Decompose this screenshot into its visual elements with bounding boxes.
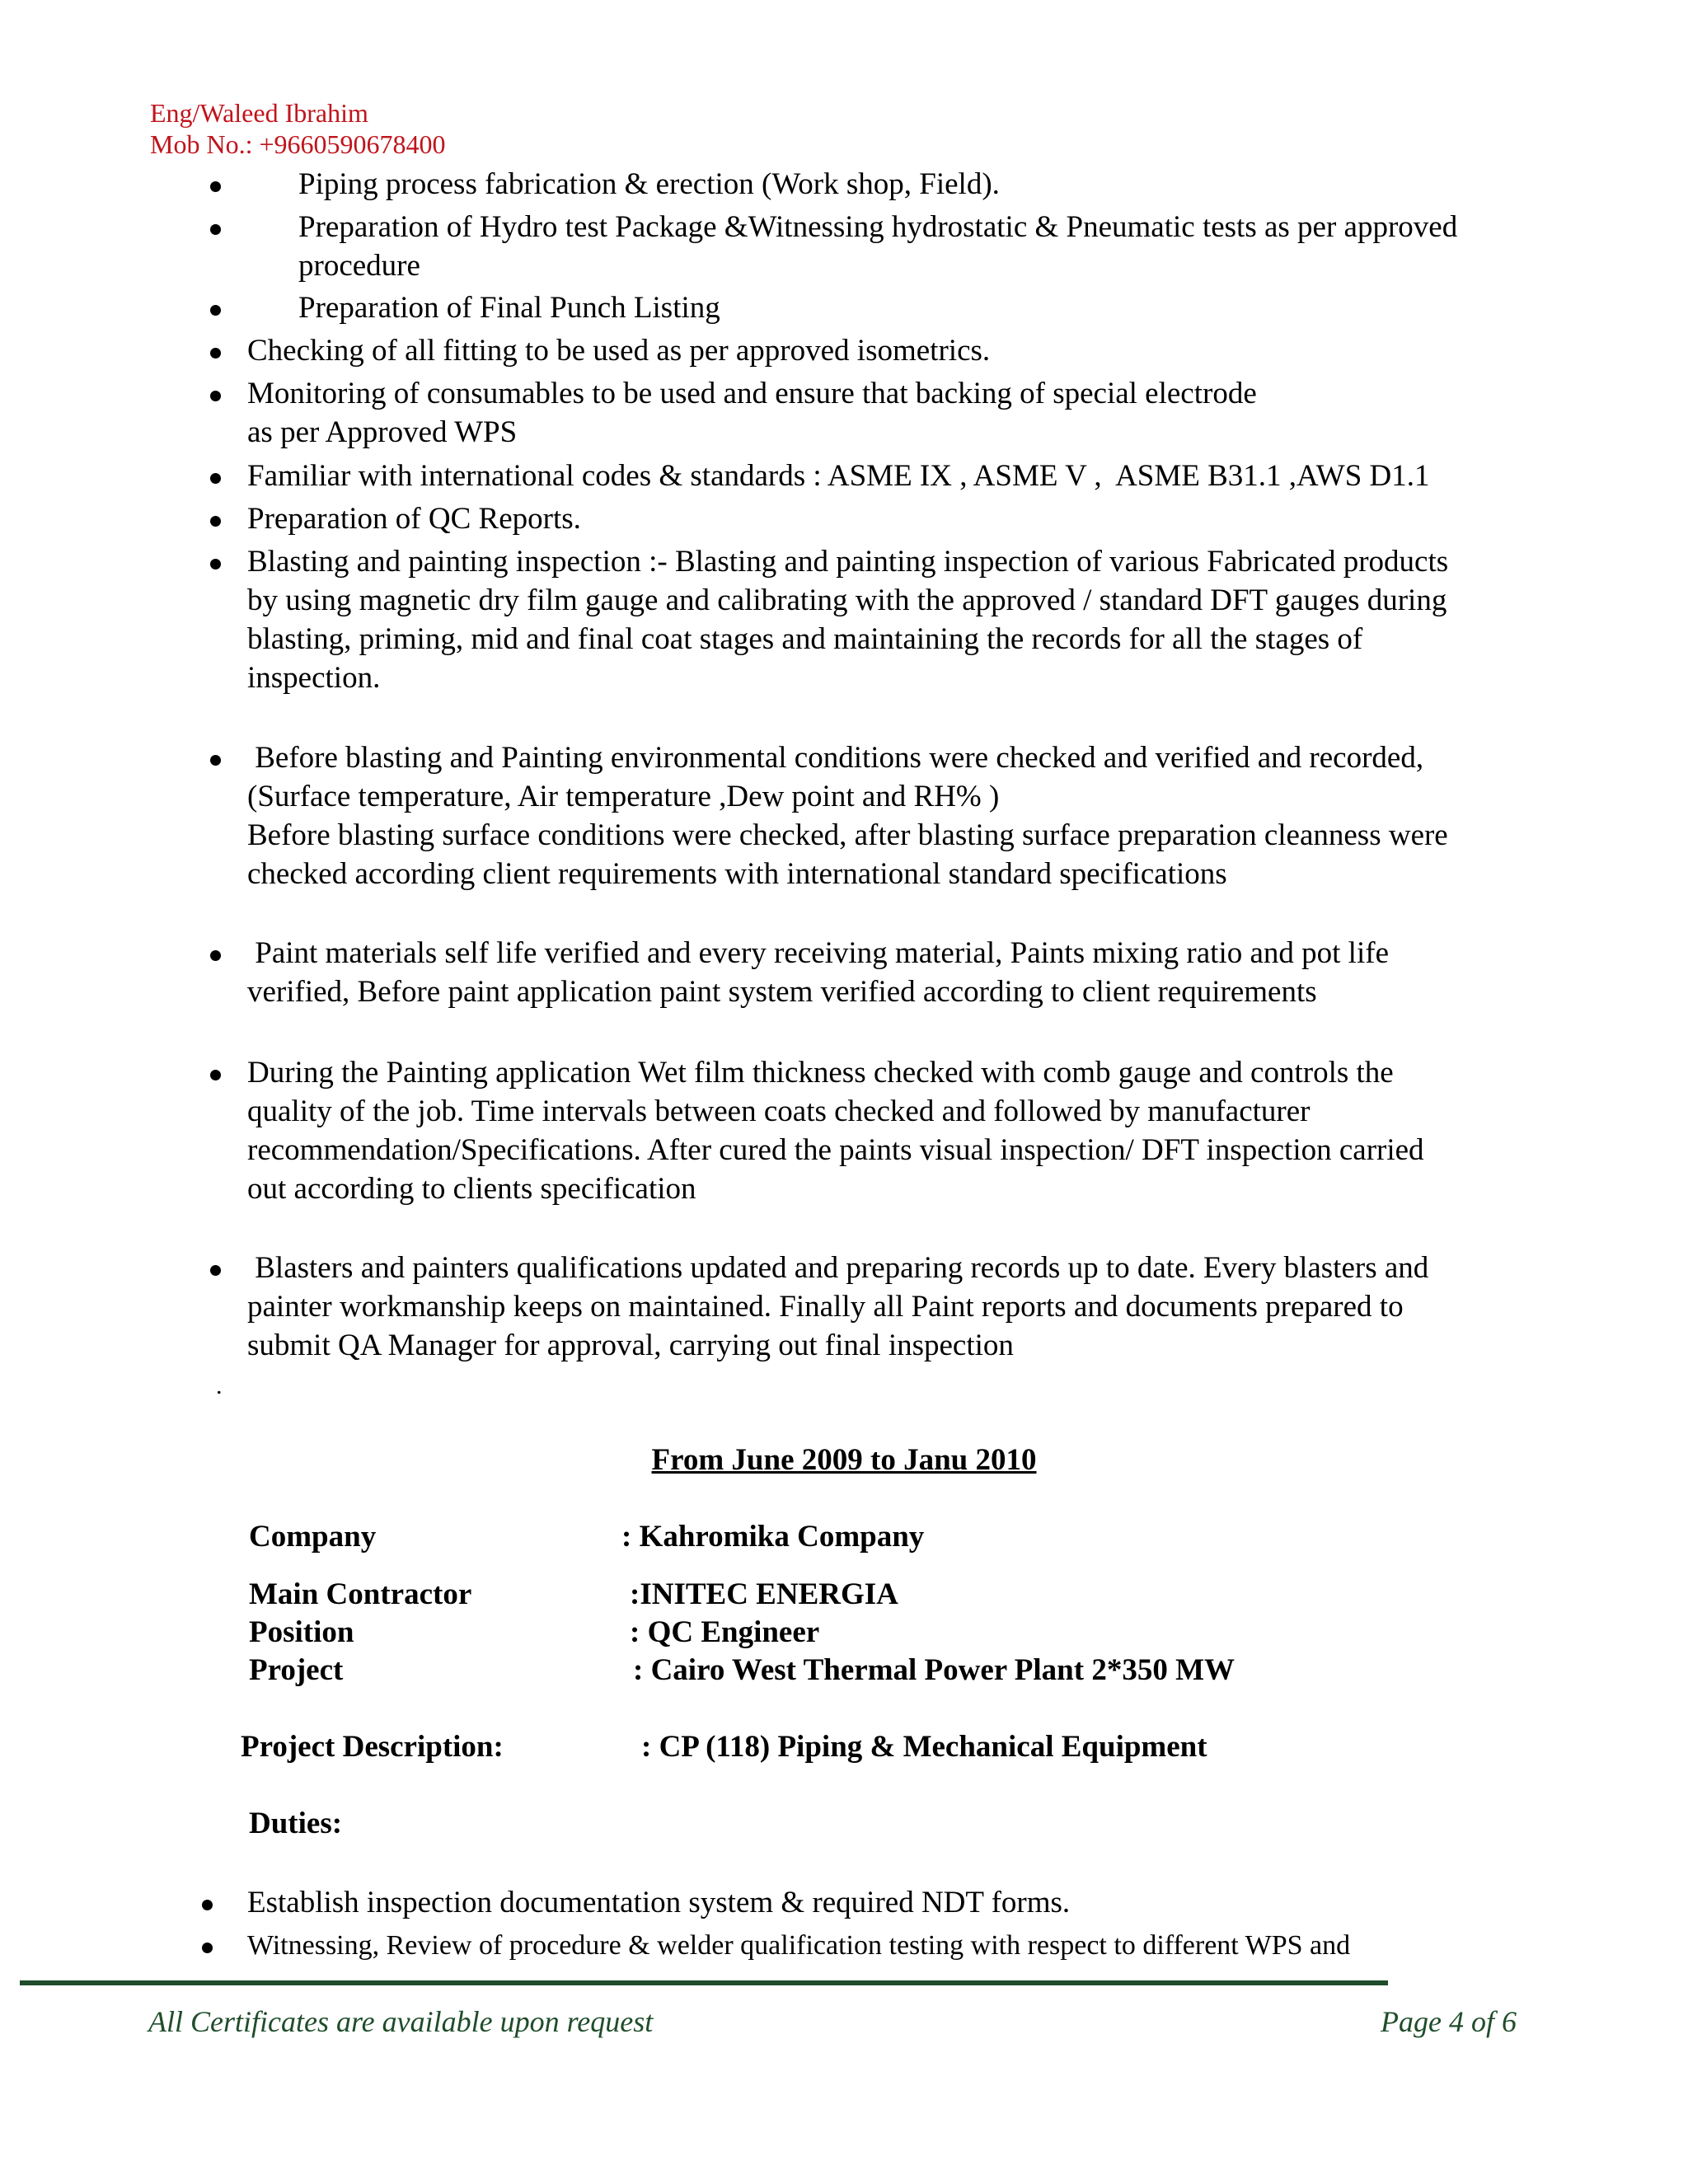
bullet-icon: [210, 1265, 221, 1276]
bullet-line: Blasting and painting inspection :- Blasting and painting inspection of various Fabricated products: [247, 545, 1449, 579]
bullet-icon: [210, 181, 221, 192]
bullet-icon: [210, 305, 221, 316]
bullet-line: Blasters and painters qualifications updated and preparing records up to date. Every blasters and: [247, 1251, 1429, 1285]
bullet-line: Monitoring of consumables to be used and ensure that backing of special electrode: [247, 377, 1257, 410]
bullet-line: by using magnetic dry film gauge and calibrating with the approved / standard DFT gauges during: [247, 583, 1447, 617]
bullet-icon: [210, 950, 221, 961]
author-name: Eng/Waleed Ibrahim: [150, 98, 368, 128]
duty-text: Witnessing, Review of procedure & welder qualification testing with respect to different WPS and: [247, 1930, 1351, 1961]
position-value: : QC Engineer: [630, 1615, 820, 1649]
bullet-icon: [210, 473, 221, 484]
bullet-line: Preparation of Hydro test Package &Witnessing hydrostatic & Pneumatic tests as per approved: [298, 210, 1458, 244]
project-description-value: : CP (118) Piping & Mechanical Equipment: [641, 1730, 1207, 1764]
bullet-line: Checking of all fitting to be used as per approved isometrics.: [247, 334, 991, 368]
bullet-icon: [210, 224, 221, 235]
project-label: Project: [249, 1653, 344, 1687]
bullet-line: Preparation of QC Reports.: [247, 502, 581, 536]
stray-dot: .: [216, 1372, 223, 1399]
bullet-line: painter workmanship keeps on maintained. Finally all Paint reports and documents prepared to: [247, 1290, 1404, 1324]
author-mobile: Mob No.: +9660590678400: [150, 129, 446, 159]
position-label: Position: [249, 1615, 354, 1649]
bullet-icon: [210, 516, 221, 527]
bullet-line: (Surface temperature, Air temperature ,Dew point and RH% ): [247, 780, 1000, 813]
bullet-line: out according to clients specification: [247, 1172, 696, 1206]
footer-note: All Certificates are available upon request: [148, 2005, 654, 2038]
duties-label: Duties:: [249, 1807, 343, 1840]
bullet-line: During the Painting application Wet film thickness checked with comb gauge and controls the: [247, 1056, 1394, 1090]
bullet-line: quality of the job. Time intervals between coats checked and followed by manufacturer: [247, 1094, 1311, 1128]
bullet-line: procedure: [298, 249, 420, 283]
bullet-icon: [210, 1070, 221, 1080]
footer-divider: [20, 1980, 1388, 1985]
duty-text: Establish inspection documentation system & required NDT forms.: [247, 1886, 1071, 1919]
main-contractor-value: :INITEC ENERGIA: [630, 1577, 898, 1611]
page-number: Page 4 of 6: [1381, 2005, 1517, 2038]
bullet-line: Preparation of Final Punch Listing: [298, 291, 720, 325]
bullet-icon: [210, 559, 221, 569]
resume-header: [150, 97, 446, 160]
bullet-line: Familiar with international codes & standards : ASME IX , ASME V , ASME B31.1 ,AWS D1.1: [247, 459, 1430, 493]
bullet-icon: [210, 391, 221, 401]
bullet-line: checked according client requirements with international standard specifications: [247, 857, 1227, 891]
company-label: Company: [249, 1520, 377, 1554]
bullet-line: inspection.: [247, 661, 381, 695]
bullet-icon: [202, 1900, 213, 1910]
bullet-line: blasting, priming, mid and final coat stages and maintaining the records for all the stages of: [247, 622, 1363, 656]
bullet-line: verified, Before paint application paint system verified according to client requirements: [247, 975, 1317, 1009]
bullet-line: Piping process fabrication & erection (Work shop, Field).: [298, 167, 1000, 201]
bullet-line: submit QA Manager for approval, carrying out final inspection: [247, 1329, 1014, 1362]
bullet-line: Before blasting and Painting environmental conditions were checked and verified and recorded,: [247, 741, 1424, 775]
employment-period-title: From June 2009 to Janu 2010: [651, 1443, 1037, 1477]
bullet-line: Paint materials self life verified and every receiving material, Paints mixing ratio and pot life: [247, 936, 1389, 970]
bullet-line: recommendation/Specifications. After cured the paints visual inspection/ DFT inspection carried: [247, 1133, 1424, 1167]
bullet-icon: [210, 755, 221, 766]
bullet-line: Before blasting surface conditions were checked, after blasting surface preparation cleanness were: [247, 818, 1448, 852]
company-value: : Kahromika Company: [621, 1520, 925, 1554]
project-value: : Cairo West Thermal Power Plant 2*350 MW: [633, 1653, 1235, 1687]
bullet-icon: [202, 1943, 213, 1953]
project-description-label: Project Description:: [241, 1730, 504, 1764]
bullet-icon: [210, 348, 221, 359]
main-contractor-label: Main Contractor: [249, 1577, 472, 1611]
bullet-line: as per Approved WPS: [247, 415, 518, 449]
